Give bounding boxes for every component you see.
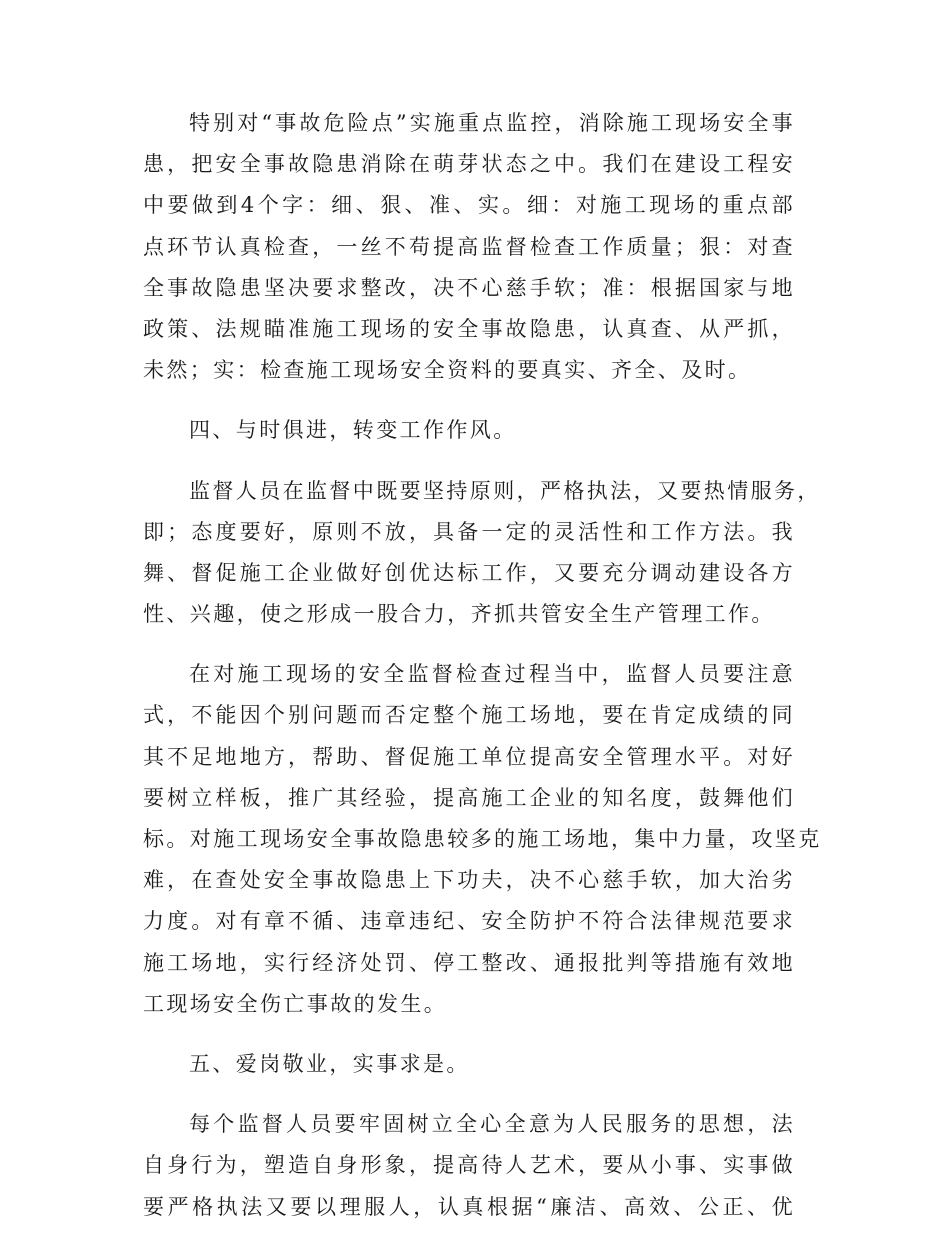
text-line: 在对施工现场的安全监督检查过程当中，监督人员要注意 bbox=[189, 662, 795, 687]
text-line: 即；态度要好，原则不放，具备一定的灵活性和工作方法。我 bbox=[143, 519, 795, 544]
section-heading-four bbox=[143, 410, 795, 451]
text-line: 中要做到4个字：细、狠、准、实。细：对施工现场的重点部 bbox=[143, 193, 795, 218]
heading-text: 四、与时俱进，转变工作作风。 bbox=[189, 418, 517, 443]
paragraph-accident-monitoring bbox=[143, 103, 795, 391]
text-line: 舞、督促施工企业做好创优达标工作，又要充分调动建设各方 bbox=[143, 560, 795, 585]
text-line: 未然；实：检查施工现场安全资料的要真实、齐全、及时。 bbox=[143, 358, 752, 383]
text-line: 点环节认真检查，一丝不苟提高监督检查工作质量；狠：对查 bbox=[143, 234, 795, 259]
text-line: 式，不能因个别问题而否定整个施工场地，要在肯定成绩的同 bbox=[143, 703, 795, 728]
text-line: 其不足地地方，帮助、督促施工单位提高安全管理水平。对好 bbox=[143, 744, 795, 769]
text-line: 特别对“事故危险点”实施重点监控，消除施工现场安全事 bbox=[189, 111, 795, 135]
document-body bbox=[143, 103, 822, 1247]
text-line: 力度。对有章不循、违章违纪、安全防护不符合法律规范要求 bbox=[143, 909, 795, 934]
text-line: 施工场地，实行经济处罚、停工整改、通报批判等措施有效地 bbox=[143, 950, 795, 975]
text-line: 要树立样板，推广其经验，提高施工企业的知名度，鼓舞他们 bbox=[143, 785, 795, 810]
text-line: 患，把安全事故隐患消除在萌芽状态之中。我们在建设工程安 bbox=[143, 152, 795, 177]
heading-text: 五、爱岗敬业，实事求是。 bbox=[189, 1051, 470, 1076]
text-line: 自身行为，塑造自身形象，提高待人艺术，要从小事、实事做 bbox=[143, 1153, 795, 1178]
text-line: 难，在查处安全事故隐患上下功夫，决不心慈手软，加大治劣 bbox=[143, 868, 795, 893]
text-line: 监督人员在监督中既要坚持原则，严格执法，又要热情服务， bbox=[189, 478, 821, 503]
text-line: 工现场安全伤亡事故的发生。 bbox=[143, 991, 448, 1016]
text-line: 要严格执法又要以理服人，认真根据“廉洁、高效、公正、优 bbox=[143, 1194, 795, 1219]
text-line: 每个监督人员要牢固树立全心全意为人民服务的思想，法 bbox=[189, 1112, 795, 1137]
paragraph-dedication bbox=[143, 1104, 795, 1228]
text-line: 全事故隐患坚决要求整改，决不心慈手软；准：根据国家与地 bbox=[143, 275, 795, 300]
text-line: 性、兴趣，使之形成一股合力，齐抓共管安全生产管理工作。 bbox=[143, 602, 775, 627]
paragraph-supervisor-service bbox=[143, 471, 821, 636]
section-heading-five bbox=[143, 1044, 795, 1085]
text-line: 政策、法规瞄准施工现场的安全事故隐患，认真查、从严抓， bbox=[143, 316, 795, 341]
text-line: 标。对施工现场安全事故隐患较多的施工场地，集中力量，攻坚克 bbox=[143, 827, 822, 851]
paragraph-inspection-process bbox=[143, 654, 822, 1025]
